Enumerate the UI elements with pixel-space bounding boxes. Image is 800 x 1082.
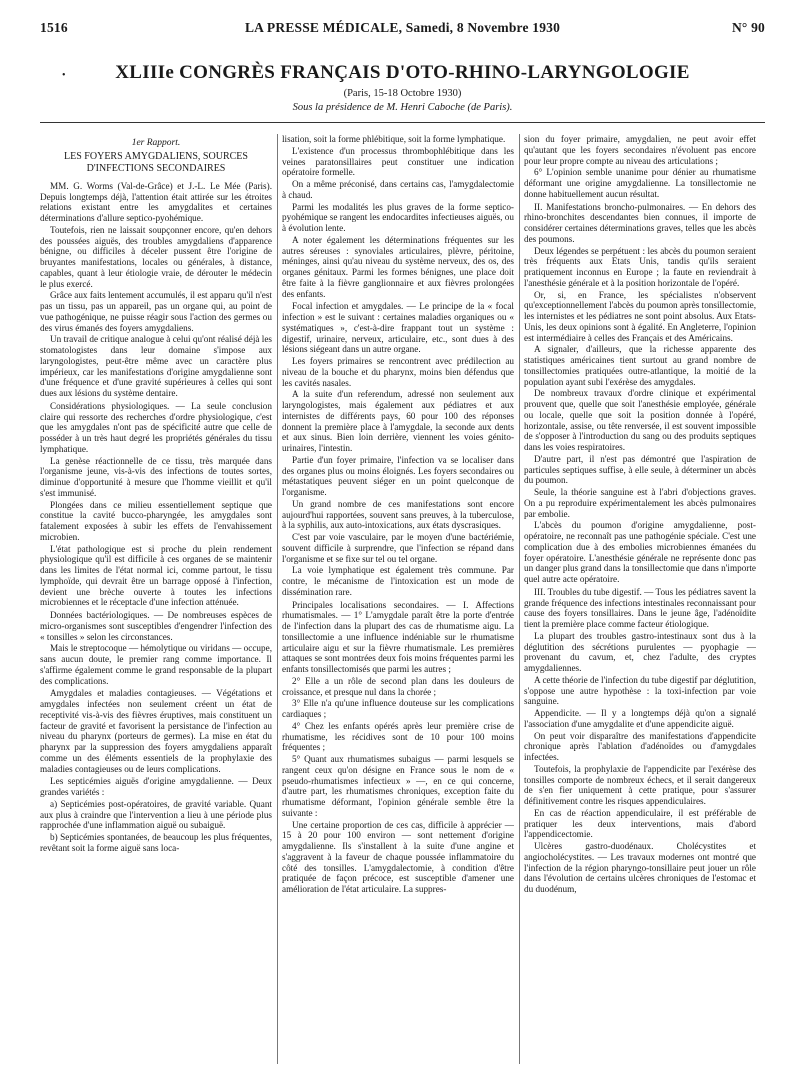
running-header — [40, 20, 765, 38]
paragraph: Un grand nombre de ces manifestations sont encore aujourd'hui rapportées, souvent sans preuves, à la tuberculose, à la syphilis, aux auto-intoxications, aux états dyscrasiques. — [282, 498, 514, 531]
paragraph: III. Troubles du tube digestif. — Tous les pédiatres savent la grande fréquence des infections intestinales reconnaissant pour cause des foyers tonsillaires. Dans le jeune âge, l'adénoïdite tient la première place comme facteur étiologique. — [524, 586, 756, 629]
paragraph: Deux légendes se perpétuent : les abcès du poumon seraient très fréquents aux Etats Unis, tandis qu'ils seraient pratiquement inconnus en Europe ; la faute en reviendrait à l'anesthésie générale et à la position horizontale de l'opéré. — [524, 245, 756, 288]
paragraph: a) Septicémies post-opératoires, de gravité variable. Quant aux plus à craindre que l'intervention a lieu à une période plus rapprochée d'une inflammation aiguë ou subaiguë. — [40, 798, 272, 831]
paragraph: Principales localisations secondaires. — I. Affections rhumatismales. — 1° L'amygdale paraît être la porte d'entrée de l'infection dans la plupart des cas de rhumatisme aigu. La tonsillectomie a une influence indéniable sur le rhumatisme articulaire aigu et sur la fièvre rhumatismale. Les premières attaques se sont montrées deux fois moins fréquentes parmi les enfants tonsillectomisés que parmi les autres ; — [282, 599, 514, 674]
paragraph: La genèse réactionnelle de ce tissu, très marquée dans l'organisme jeune, vis-à-vis des infections de toutes sortes, diminue d'opportunité à mesure que l'homme vieillit et qu'il s'est immunisé. — [40, 455, 272, 498]
paragraph: Les foyers primaires se rencontrent avec prédilection au niveau de la bouche et du pharynx, moins bien défendus que les cavités nasales. — [282, 356, 514, 388]
paragraph: Les septicémies aiguës d'origine amygdalienne. — Deux grandes variétés : — [40, 776, 272, 797]
paragraph: Grâce aux faits lentement accumulés, il est apparu qu'il n'est pas un tissu, pas un appareil, pas un organe qui, au point de vue pathogénique, ne puisse réagir sous l'action des germes ou des virus émanés des foyers amygdaliens. — [40, 290, 272, 333]
paragraph: Amygdales et maladies contagieuses. — Végétations et amygdales infectées non seulement créent un état de receptivité vis-à-vis des fièvres éruptives, mais constituent un facteur de gravité et favorisent la persistance de l'infection au niveau du pharynx (porteurs de germes). La mise en état du pharynx par la suppression des foyers amygdaliens apparaît comme un des éléments essentiels de la prophylaxie des maladies contagieuses ou de leurs complications. — [40, 688, 272, 774]
paragraph: Toutefois, la prophylaxie de l'appendicite par l'exérèse des tonsilles comporte de nombreux échecs, et il serait dangereux de s'en fier uniquement à cette pratique, pour s'assurer définitivement contre les risques appendiculaires. — [524, 763, 756, 806]
paragraph: On peut voir disparaître des manifestations d'appendicite chronique après l'ablation d'adénoïdes ou d'amygdales infectées. — [524, 730, 756, 762]
paragraph: MM. G. Worms (Val-de-Grâce) et J.-L. Le Mée (Paris). Depuis longtemps déjà, l'attention était attirée sur les étroites relations existant entre les amygdalites et certaines déterminations d'allure septico-pyohémique. — [40, 180, 272, 223]
paragraph: 5° Quant aux rhumatismes subaigus — parmi lesquels se rangent ceux qu'on désigne en France sous le nom de « pseudo-rhumatismes infectieux » —, en ce qui concerne, d'autre part, les rhumatismes chroniques, exception faite du rhumatisme déformant, l'opinion générale semble être la suivante : — [282, 754, 514, 818]
paragraph: 2° Elle a un rôle de second plan dans les douleurs de croissance, et presque nul dans la chorée ; — [282, 675, 514, 697]
rapport-label: 1er Rapport. — [131, 138, 181, 148]
paragraph: sion du foyer primaire, amygdalien, ne peut avoir effet qu'autant que les foyers secondaires n'évoluent pas encore pour leur propre compte au niveau des articulations ; — [524, 134, 756, 166]
paragraph: lisation, soit la forme phlébitique, soit la forme lymphatique. — [282, 134, 506, 144]
paragraph: A cette théorie de l'infection du tube digestif par déglutition, s'oppose une autre hypothèse : la toxi-infection par voie sanguine. — [524, 674, 756, 707]
paragraph: En cas de réaction appendiculaire, il est préférable de pratiquer les deux interventions, mais d'abord l'appendicectomie. — [524, 807, 756, 840]
paragraph: A noter également les déterminations fréquentes sur les autres séreuses : synoviales articulaires, plèvre, péritoine, méninges, ainsi qu'au niveau du système nerveux, des os, des organes génitaux. Parmi les formes bénignes, une place doit être faite à la fièvre ganglionnaire et aux fièvres prolongées des enfants. — [282, 234, 514, 299]
paragraph: De nombreux travaux d'ordre clinique et expérimental prouvent que, quelle que soit l'anesthésie employée, générale ou locale, quelle que soit la position donnée à l'opéré, horizontale, assise, ou tête renversée, il est souvent impossible de s'opposer à l'introduction du sang ou des produits septiques dans les voies respiratoires. — [524, 388, 756, 452]
paragraph: Ulcères gastro-duodénaux. Cholécystites et angiocholécystites. — Les travaux modernes ont montré que l'infection de la région pharyngo-tonsillaire peut jouer un rôle dans l'évolution de certains ulcères chroniques de l'estomac et du duodénum, — [524, 841, 756, 894]
paragraph: L'état pathologique est si proche du plein rendement physiologique qu'il est difficile à ces organes de se maintenir dans les limites de l'état normal ici, comme partout, le tissu lymphoïde, qui devrait être un barrage opposé à l'infection, devient une brèche ouverte à toutes les infections microbiennes et le réceptacle d'une infection atténuée. — [40, 543, 272, 608]
paragraph: Partie d'un foyer primaire, l'infection va se localiser dans des organes plus ou moins éloignés. Les foyers secondaires ou métastatiques peuvent siéger en un point quelconque de l'organisme. — [282, 454, 514, 497]
title-rule — [40, 122, 765, 123]
paragraph: A signaler, d'ailleurs, que la richesse apparente des statistiques américaines tient surtout au grand nombre de tonsillectomies pratiquées outre-atlantique, la moitié de la population ayant subi l'exérèse des amygdales. — [524, 344, 756, 387]
paragraph: Toutefois, rien ne laissait soupçonner encore, qu'en dehors des poussées aiguës, des troubles amygdaliens d'apparence bénigne, ou difficiles à déceler pussent être l'origine de bruyantes manifestations, locales ou générales, à distance, capables, quant à leur étiologie vraie, de dérouter le médecin le plus exercé. — [40, 224, 272, 289]
paragraph: L'abcès du poumon d'origine amygdalienne, post-opératoire, ne reconnaît pas une pathogénie spéciale. C'est une complication due à des embolies microbiennes émanées du foyer opératoire. L'anesthésie générale ne représente donc pas un danger plus grand dans la tonsillectomie que dans n'importe quel autre acte opératoire. — [524, 520, 756, 584]
paragraph: L'existence d'un processus thrombophlébitique dans les veines paratonsillaires peut constituer une indication opératoire formelle. — [282, 145, 514, 178]
text-column-3 — [524, 134, 756, 1064]
congress-dates: (Paris, 15-18 Octobre 1930) — [343, 88, 462, 99]
journal-title: LA PRESSE MÉDICALE, Samedi, 8 Novembre 1930 — [244, 20, 561, 35]
text-column-1 — [40, 134, 272, 1064]
section-title: LES FOYERS AMYGDALIENS, SOURCES D'INFECTIONS SECONDAIRES — [64, 150, 248, 174]
page-number: 1516 — [40, 20, 68, 35]
paragraph: 3° Elle n'a qu'une influence douteuse sur les complications cardiaques ; — [282, 698, 514, 719]
issue-number: N° 90 — [731, 20, 765, 35]
paragraph: Un travail de critique analogue à celui qu'ont réalisé déjà les stomatologistes dans leur domaine s'impose aux laryngologistes, peut-être même avec un caractère plus impérieux, car les manifestations d'origine amygdalienne sont d'une fréquence et d'une gravité supérieures à celles qui sont dues aux lésions du système dentaire. — [40, 334, 272, 398]
paragraph: Focal infection et amygdales. — Le principe de la « focal infection » est le suivant : certaines maladies organiques ou « systématiques », c'est-à-dire frappant tout un système : digestif, urinaire, nerveux, articulaire, etc., sont dues à des lésions siégeant dans un autre organe. — [282, 301, 514, 355]
paragraph: Seule, la théorie sanguine est à l'abri d'objections graves. On a pu reproduire expérimentalement les abcès pulmonaires par embolie. — [524, 487, 756, 519]
paragraph: b) Septicémies spontanées, de beaucoup les plus fréquentes, revêtant soit la forme aiguë sans loca- — [40, 832, 272, 853]
paragraph: D'autre part, il n'est pas démontré que l'aspiration de particules septiques suffise, à elle seule, à déterminer un abcès du poumon. — [524, 453, 756, 486]
column-divider — [277, 134, 278, 1064]
paragraph: Mais le streptocoque — hémolytique ou viridans — occupe, sans aucun doute, le premier rang comme importance. Il s'affirme également comme le grand responsable de la plupart des complications. — [40, 643, 272, 686]
paragraph: La voie lymphatique est également très commune. Par contre, le mécanisme de l'intoxication est un mode de dissémination rare. — [282, 565, 514, 597]
paragraph: Or, si, en France, les spécialistes n'observent qu'exceptionnellement l'abcès du poumon après tonsillectomie, les internistes et les pédiatres ne sont point absolus. Aux Etats-Unis, les deux opinions sont à égalité. En Angleterre, l'opinion est intermédiaire à celles des Français et des Américains. — [524, 289, 756, 343]
paragraph: Plongées dans ce milieu essentiellement septique que constitue la cavité bucco-pharyngée, les amygdales sont fatalement exposées à subir les effets de l'envahissement microbien. — [40, 499, 272, 542]
paragraph: Une certaine proportion de ces cas, difficile à apprécier — 15 à 20 pour 100 environ — sont nettement d'origine amygdalienne. Ils s'installent à la suite d'une angine et s'aggravent à la faveur de chaque poussée inflammatoire du côté des tonsilles. L'amygdalectomie, à condition d'être pratiquée de façon précoce, est susceptible d'amener une amélioration de l'état articulaire. La suppres- — [282, 819, 514, 894]
paragraph: II. Manifestations broncho-pulmonaires. — En dehors des rhino-bronchites descendantes bien connues, il importe de considérer certaines déterminations graves, telles que les abcès des poumons. — [524, 201, 756, 244]
paragraph: On a même préconisé, dans certains cas, l'amygdalectomie à chaud. — [282, 179, 514, 200]
margin-dot: • — [62, 70, 66, 81]
paragraph: La plupart des troubles gastro-intestinaux sont dus à la déglutition des sécrétions purulentes — pyophagie — provenant du cavum, et, chez l'adulte, des cryptes amygdaliennes. — [524, 630, 756, 673]
paragraph: A la suite d'un referendum, adressé non seulement aux laryngologistes, mais également aux pédiatres et aux internistes de différents pays, 60 pour 100 des réponses donnent la première place à l'amygdale, la seconde aux dents et aux sinus. Bien loin derrière, viennent les voies génito-urinaires, l'intestin. — [282, 389, 514, 453]
presidence-line: Sous la présidence de M. Henri Caboche (de Paris). — [292, 102, 513, 113]
paragraph: Considérations physiologiques. — La seule conclusion claire qui ressorte des recherches d'ordre physiologique, c'est que les amygdales n'ont pas de spécificité autre que celle de posséder à un très haut degré les propriétés générales du tissu lymphatique. — [40, 400, 272, 454]
page-title: XLIIIe CONGRÈS FRANÇAIS D'OTO-RHINO-LARYNGOLOGIE — [115, 62, 690, 83]
column-divider — [519, 134, 520, 1064]
text-column-2 — [282, 134, 514, 1064]
paragraph: C'est par voie vasculaire, par le moyen d'une bactériémie, souvent difficile à surprendre, que l'infection se répand dans l'organisme et se fixe sur tel ou tel organe. — [282, 532, 514, 564]
paragraph: Données bactériologiques. — De nombreuses espèces de micro-organismes sont susceptibles d'engendrer l'infection des « tonsilles » selon les circonstances. — [40, 610, 272, 642]
paragraph: Appendicite. — Il y a longtemps déjà qu'on a signalé l'association d'une amygdalite et d'une appendicite aiguë. — [524, 708, 756, 729]
paragraph: 4° Chez les enfants opérés après leur première crise de rhumatisme, les récidives sont de 10 pour 100 moins fréquentes ; — [282, 720, 514, 753]
paragraph: 6° L'opinion semble unanime pour dénier au rhumatisme déformant une origine amygdalienne. La tonsillectomie ne donne habituellement aucun résultat. — [524, 167, 756, 199]
paragraph: Parmi les modalités les plus graves de la forme septico-pyohémique se rangent les endocardites infectieuses aiguës, ou à évolution lente. — [282, 201, 514, 233]
